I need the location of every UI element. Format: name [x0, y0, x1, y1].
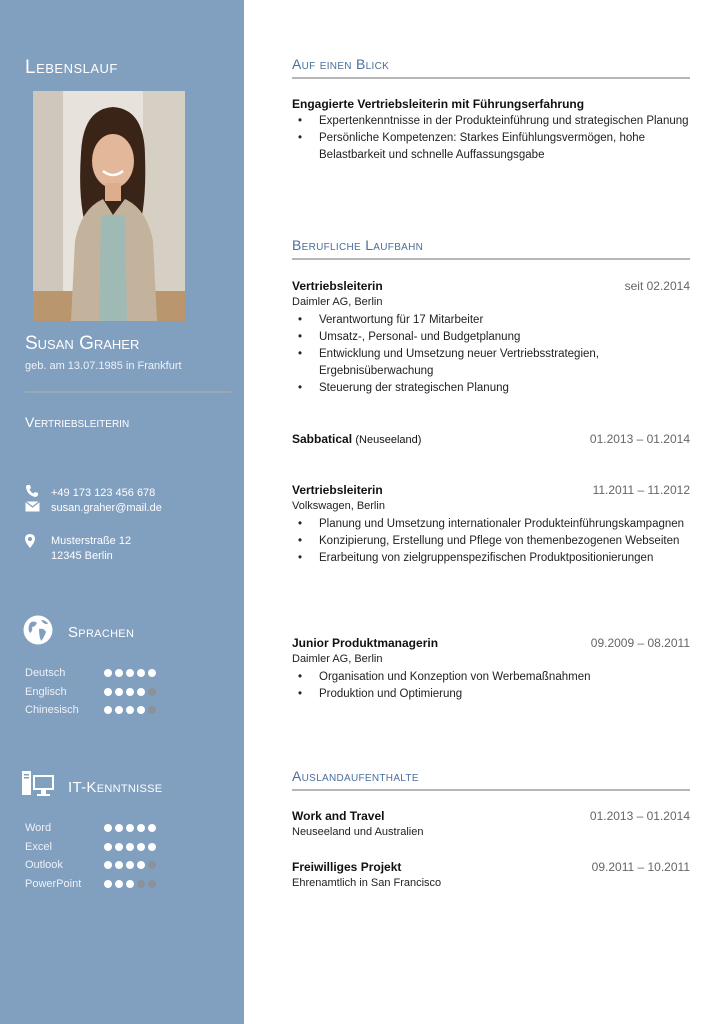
- rating-dot-filled: [126, 688, 134, 696]
- globe-icon: [22, 614, 54, 651]
- rating-dot-filled: [104, 706, 112, 714]
- abroad-entry-title: Freiwilliges Projekt: [292, 860, 402, 874]
- abroad-entry-date: 09.2011 – 10.2011: [591, 860, 690, 874]
- rating-dot-filled: [115, 824, 123, 832]
- rating-dot-empty: [148, 706, 156, 714]
- it-skills-heading-label: IT-Kenntnisse: [68, 779, 163, 796]
- career-heading: Berufliche Laufbahn: [292, 237, 424, 253]
- career-entry-date: 11.2011 – 11.2012: [592, 483, 690, 497]
- rating-dot-filled: [148, 843, 156, 851]
- list-item: • Expertenkenntnisse in der Produkteinführung und strategischen Planung: [296, 113, 696, 130]
- career-entry-bullets: [296, 516, 696, 567]
- job-role: Vertriebsleiterin: [25, 414, 130, 430]
- language-row: [25, 667, 185, 681]
- it-skill-row: [25, 878, 185, 892]
- rating-dot-filled: [126, 880, 134, 888]
- overview-rule: [292, 77, 690, 79]
- list-item: • Persönliche Kompetenzen: Starkes Einfühlungsvermögen, hohe Belastbarkeit und schnelle Auffassungsgabe: [296, 130, 696, 164]
- it-skill-rating: [104, 880, 156, 888]
- list-item: • Organisation und Konzeption von Werbemaßnahmen: [296, 669, 696, 686]
- list-item: • Entwicklung und Umsetzung neuer Vertriebsstrategien, Ergebnisüberwachung: [296, 346, 696, 380]
- rating-dot-empty: [148, 880, 156, 888]
- career-entry-title: Vertriebsleiterin: [292, 279, 383, 293]
- rating-dot-empty: [137, 880, 145, 888]
- it-skill-name: Excel: [25, 840, 52, 853]
- mail-icon: [25, 501, 43, 515]
- language-name: Englisch: [25, 685, 67, 698]
- birth-info: geb. am 13.07.1985 in Frankfurt: [25, 360, 182, 372]
- language-rating: [104, 706, 156, 714]
- language-name: Deutsch: [25, 667, 66, 679]
- list-item: • Umsatz-, Personal- und Budgetplanung: [296, 329, 696, 346]
- list-item: • Verantwortung für 17 Mitarbeiter: [296, 312, 696, 329]
- address-street: Musterstraße 12: [51, 535, 132, 547]
- rating-dot-filled: [104, 880, 112, 888]
- career-entry-date: seit 02.2014: [624, 279, 690, 293]
- it-skill-row: [25, 822, 185, 836]
- rating-dot-filled: [137, 861, 145, 869]
- career-entry-title: Junior Produktmanagerin: [292, 636, 439, 650]
- it-skill-name: Word: [25, 822, 52, 834]
- rating-dot-filled: [137, 688, 145, 696]
- rating-dot-filled: [126, 824, 134, 832]
- career-entry-employer: Volkswagen, Berlin: [292, 500, 385, 512]
- rating-dot-filled: [115, 861, 123, 869]
- address-block: [51, 534, 131, 564]
- rating-dot-empty: [148, 688, 156, 696]
- languages-heading: [22, 614, 134, 651]
- contact-email: [25, 501, 162, 515]
- abroad-entry-date: 01.2013 – 01.2014: [589, 809, 690, 823]
- career-entry-title-suffix: (Neuseeland): [355, 434, 422, 446]
- rating-dot-filled: [126, 706, 134, 714]
- rating-dot-filled: [115, 843, 123, 851]
- rating-dot-filled: [137, 669, 145, 677]
- language-row: [25, 686, 185, 700]
- rating-dot-filled: [115, 706, 123, 714]
- contact-address: [25, 534, 131, 564]
- rating-dot-filled: [126, 669, 134, 677]
- abroad-entry-title: Work and Travel: [292, 809, 385, 823]
- location-pin-icon: [25, 534, 43, 551]
- rating-dot-filled: [126, 861, 134, 869]
- rating-dot-filled: [104, 824, 112, 832]
- it-skills-heading: [22, 771, 162, 804]
- overview-title: Engagierte Vertriebsleiterin mit Führungserfahrung: [292, 97, 585, 111]
- list-item: • Planung und Umsetzung internationaler Produkteinführungskampagnen: [296, 516, 696, 533]
- list-item: • Produktion und Optimierung: [296, 686, 696, 703]
- resume-title: Lebenslauf: [25, 57, 118, 78]
- rating-dot-filled: [104, 688, 112, 696]
- it-skill-name: PowerPoint: [25, 877, 82, 890]
- rating-dot-filled: [148, 669, 156, 677]
- overview-heading: Auf einen Blick: [292, 56, 390, 72]
- abroad-entry-detail: Ehrenamtlich in San Francisco: [292, 877, 442, 889]
- rating-dot-filled: [137, 843, 145, 851]
- rating-dot-filled: [115, 688, 123, 696]
- career-entry-employer: Daimler AG, Berlin: [292, 653, 383, 665]
- rating-dot-filled: [104, 861, 112, 869]
- computer-icon: [22, 771, 54, 804]
- language-rating: [104, 688, 156, 696]
- rating-dot-filled: [126, 843, 134, 851]
- career-entry-bullets: [296, 312, 696, 397]
- it-skill-row: [25, 841, 185, 855]
- sidebar: [0, 0, 244, 1024]
- list-item: • Konzipierung, Erstellung und Pflege von themenbezogenen Webseiten: [296, 533, 696, 550]
- career-rule: [292, 258, 690, 260]
- career-entry-title: [292, 432, 421, 446]
- rating-dot-filled: [104, 669, 112, 677]
- profile-photo: [33, 91, 185, 321]
- language-rating: [104, 669, 156, 677]
- sidebar-divider: [25, 391, 231, 393]
- it-skill-row: [25, 859, 185, 873]
- rating-dot-filled: [148, 824, 156, 832]
- abroad-rule: [292, 789, 690, 791]
- career-entry-title-main: Sabbatical: [292, 432, 353, 446]
- it-skill-rating: [104, 843, 156, 851]
- rating-dot-filled: [137, 824, 145, 832]
- main-content: [244, 0, 710, 1024]
- language-row: [25, 704, 185, 718]
- it-skill-rating: [104, 861, 156, 869]
- person-name: Susan Graher: [25, 333, 140, 354]
- career-entry-bullets: [296, 669, 696, 703]
- address-city: 12345 Berlin: [51, 550, 113, 562]
- it-skill-rating: [104, 824, 156, 832]
- career-entry-title: Vertriebsleiterin: [292, 483, 383, 497]
- rating-dot-filled: [137, 706, 145, 714]
- languages-heading-label: Sprachen: [68, 624, 135, 641]
- abroad-entry-detail: Neuseeland und Australien: [292, 826, 424, 838]
- language-name: Chinesisch: [25, 704, 79, 716]
- it-skill-name: Outlook: [25, 859, 63, 871]
- career-entry-date: 09.2009 – 08.2011: [590, 636, 690, 650]
- overview-bullets: [296, 113, 696, 164]
- list-item: • Erarbeitung von zielgruppenspezifischen Produktpositionierungen: [296, 550, 696, 567]
- career-entry-date: 01.2013 – 01.2014: [589, 432, 690, 446]
- phone-icon: [25, 484, 43, 501]
- phone-number[interactable]: +49 173 123 456 678: [51, 486, 156, 499]
- rating-dot-filled: [115, 880, 123, 888]
- abroad-heading: Auslandaufenthalte: [292, 768, 419, 784]
- contact-phone: [25, 484, 155, 501]
- rating-dot-filled: [115, 669, 123, 677]
- email-address[interactable]: susan.graher@mail.de: [51, 502, 162, 514]
- career-entry-employer: Daimler AG, Berlin: [292, 296, 383, 308]
- list-item: • Steuerung der strategischen Planung: [296, 380, 696, 397]
- rating-dot-filled: [104, 843, 112, 851]
- rating-dot-empty: [148, 861, 156, 869]
